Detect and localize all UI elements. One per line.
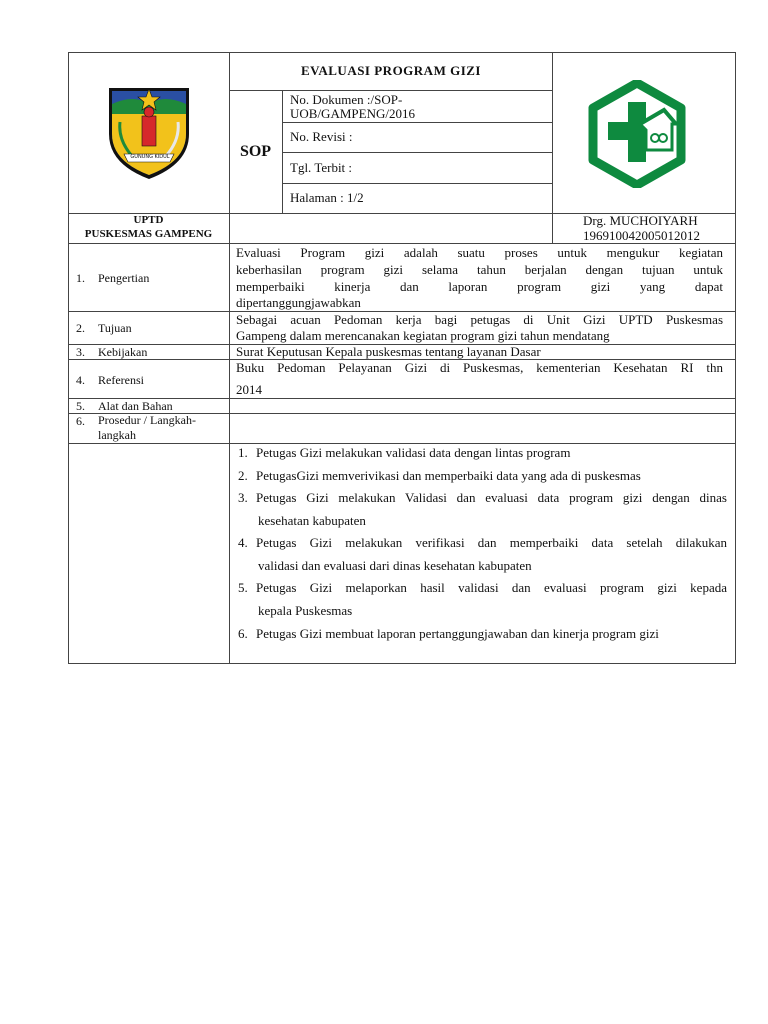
procedure-1-text: Petugas Gizi melakukan validasi data dengan lintas program (256, 445, 571, 460)
procedure-3-text-line1: Petugas Gizi melakukan Validasi dan evaluasi data program gizi dengan dinas (256, 490, 727, 505)
section-5-label: Alat dan Bahan (98, 399, 173, 413)
terbit-bottom (282, 183, 553, 184)
signer-nip: 196910042005012012 (583, 228, 700, 243)
procedure-1-number: 1. (238, 445, 248, 460)
definition-line-2: keberhasilan program gizi selama tahun berjalan dengan tujuan untuk (236, 262, 723, 277)
reference-line-1: Buku Pedoman Pelayanan Gizi di Puskesmas, kementerian Kesehatan RI thn (236, 360, 723, 375)
revisi-bottom (282, 152, 553, 153)
section-6-label-line2: langkah (98, 428, 136, 442)
reference-line-2: 2014 (236, 382, 262, 397)
procedure-3-number: 3. (238, 490, 248, 505)
unit-name-line1: UPTD (133, 214, 164, 226)
procedure-5-text-line2: kepala Puskesmas (258, 603, 353, 618)
section-1-label: Pengertian (98, 271, 150, 285)
definition-line-1: Evaluasi Program gizi adalah suatu proses untuk mengukur kegiatan (236, 245, 723, 260)
section-5-number: 5. (76, 399, 85, 413)
section-6-number: 6. (76, 414, 85, 428)
procedure-3-text-line2: kesehatan kabupaten (258, 513, 366, 528)
definition-line-4: dipertanggungjawabkan (236, 295, 361, 310)
row6-bottom (68, 443, 736, 444)
procedure-2-text: PetugasGizi memverivikasi dan memperbaiki data yang ada di puskesmas (256, 468, 641, 483)
procedure-4-text-line2: validasi dan evaluasi dari dinas kesehatan kabupaten (258, 558, 532, 573)
title-bottom (229, 90, 553, 91)
document-title: EVALUASI PROGRAM GIZI (300, 63, 481, 78)
regency-shield-logo (104, 82, 194, 182)
purpose-line-2: Gampeng dalam merencanakan kegiatan program gizi tahun mendatang (236, 328, 610, 343)
frame-bottom (68, 663, 736, 664)
frame-left (68, 52, 69, 664)
procedure-4-number: 4. (238, 535, 248, 550)
procedure-5-number: 5. (238, 580, 248, 595)
frame-right (735, 52, 736, 664)
docno-bottom (282, 122, 553, 123)
procedure-6-text: Petugas Gizi membuat laporan pertanggungjawaban dan kinerja program gizi (256, 626, 659, 641)
frame-top (68, 52, 736, 53)
doc-number-line2: UOB/GAMPENG/2016 (290, 106, 415, 121)
procedure-5-text-line1: Petugas Gizi melaporkan hasil validasi dan evaluasi program gizi kepada (256, 580, 727, 595)
sop-label: SOP (239, 143, 272, 160)
procedure-4-text-line1: Petugas Gizi melakukan verifikasi dan memperbaiki data setelah dilakukan (256, 535, 727, 550)
page-field: Halaman : 1/2 (290, 190, 364, 205)
policy-line-1: Surat Keputusan Kepala puskesmas tentang layanan Dasar (236, 344, 541, 359)
unit-name-line2: PUSKESMAS GAMPENG (84, 228, 213, 240)
procedure-2-number: 2. (238, 468, 248, 483)
purpose-line-1: Sebagai acuan Pedoman kerja bagi petugas di Unit Gizi UPTD Puskesmas (236, 312, 723, 327)
revision-field: No. Revisi : (290, 129, 353, 144)
header-col-right (552, 52, 553, 244)
left-logo-banner: GUNUNG KIDUL (130, 154, 170, 160)
doc-number-line1: No. Dokumen :/SOP- (290, 92, 403, 107)
section-3-number: 3. (76, 345, 85, 359)
procedure-6-number: 6. (238, 626, 248, 641)
section-2-number: 2. (76, 321, 85, 335)
kemenkes-logo (586, 80, 688, 188)
section-2-label: Tujuan (98, 321, 132, 335)
section-1-number: 1. (76, 271, 85, 285)
section-3-label: Kebijakan (98, 345, 148, 359)
section-4-label: Referensi (98, 373, 144, 387)
section-4-number: 4. (76, 373, 85, 387)
section-6-label-line1: Prosedur / Langkah- (98, 413, 196, 427)
issue-date-field: Tgl. Terbit : (290, 160, 353, 175)
signer-name: Drg. MUCHOIYARH (583, 213, 698, 228)
definition-line-3: memperbaiki kinerja dan laporan program gizi yang dapat (236, 279, 723, 294)
